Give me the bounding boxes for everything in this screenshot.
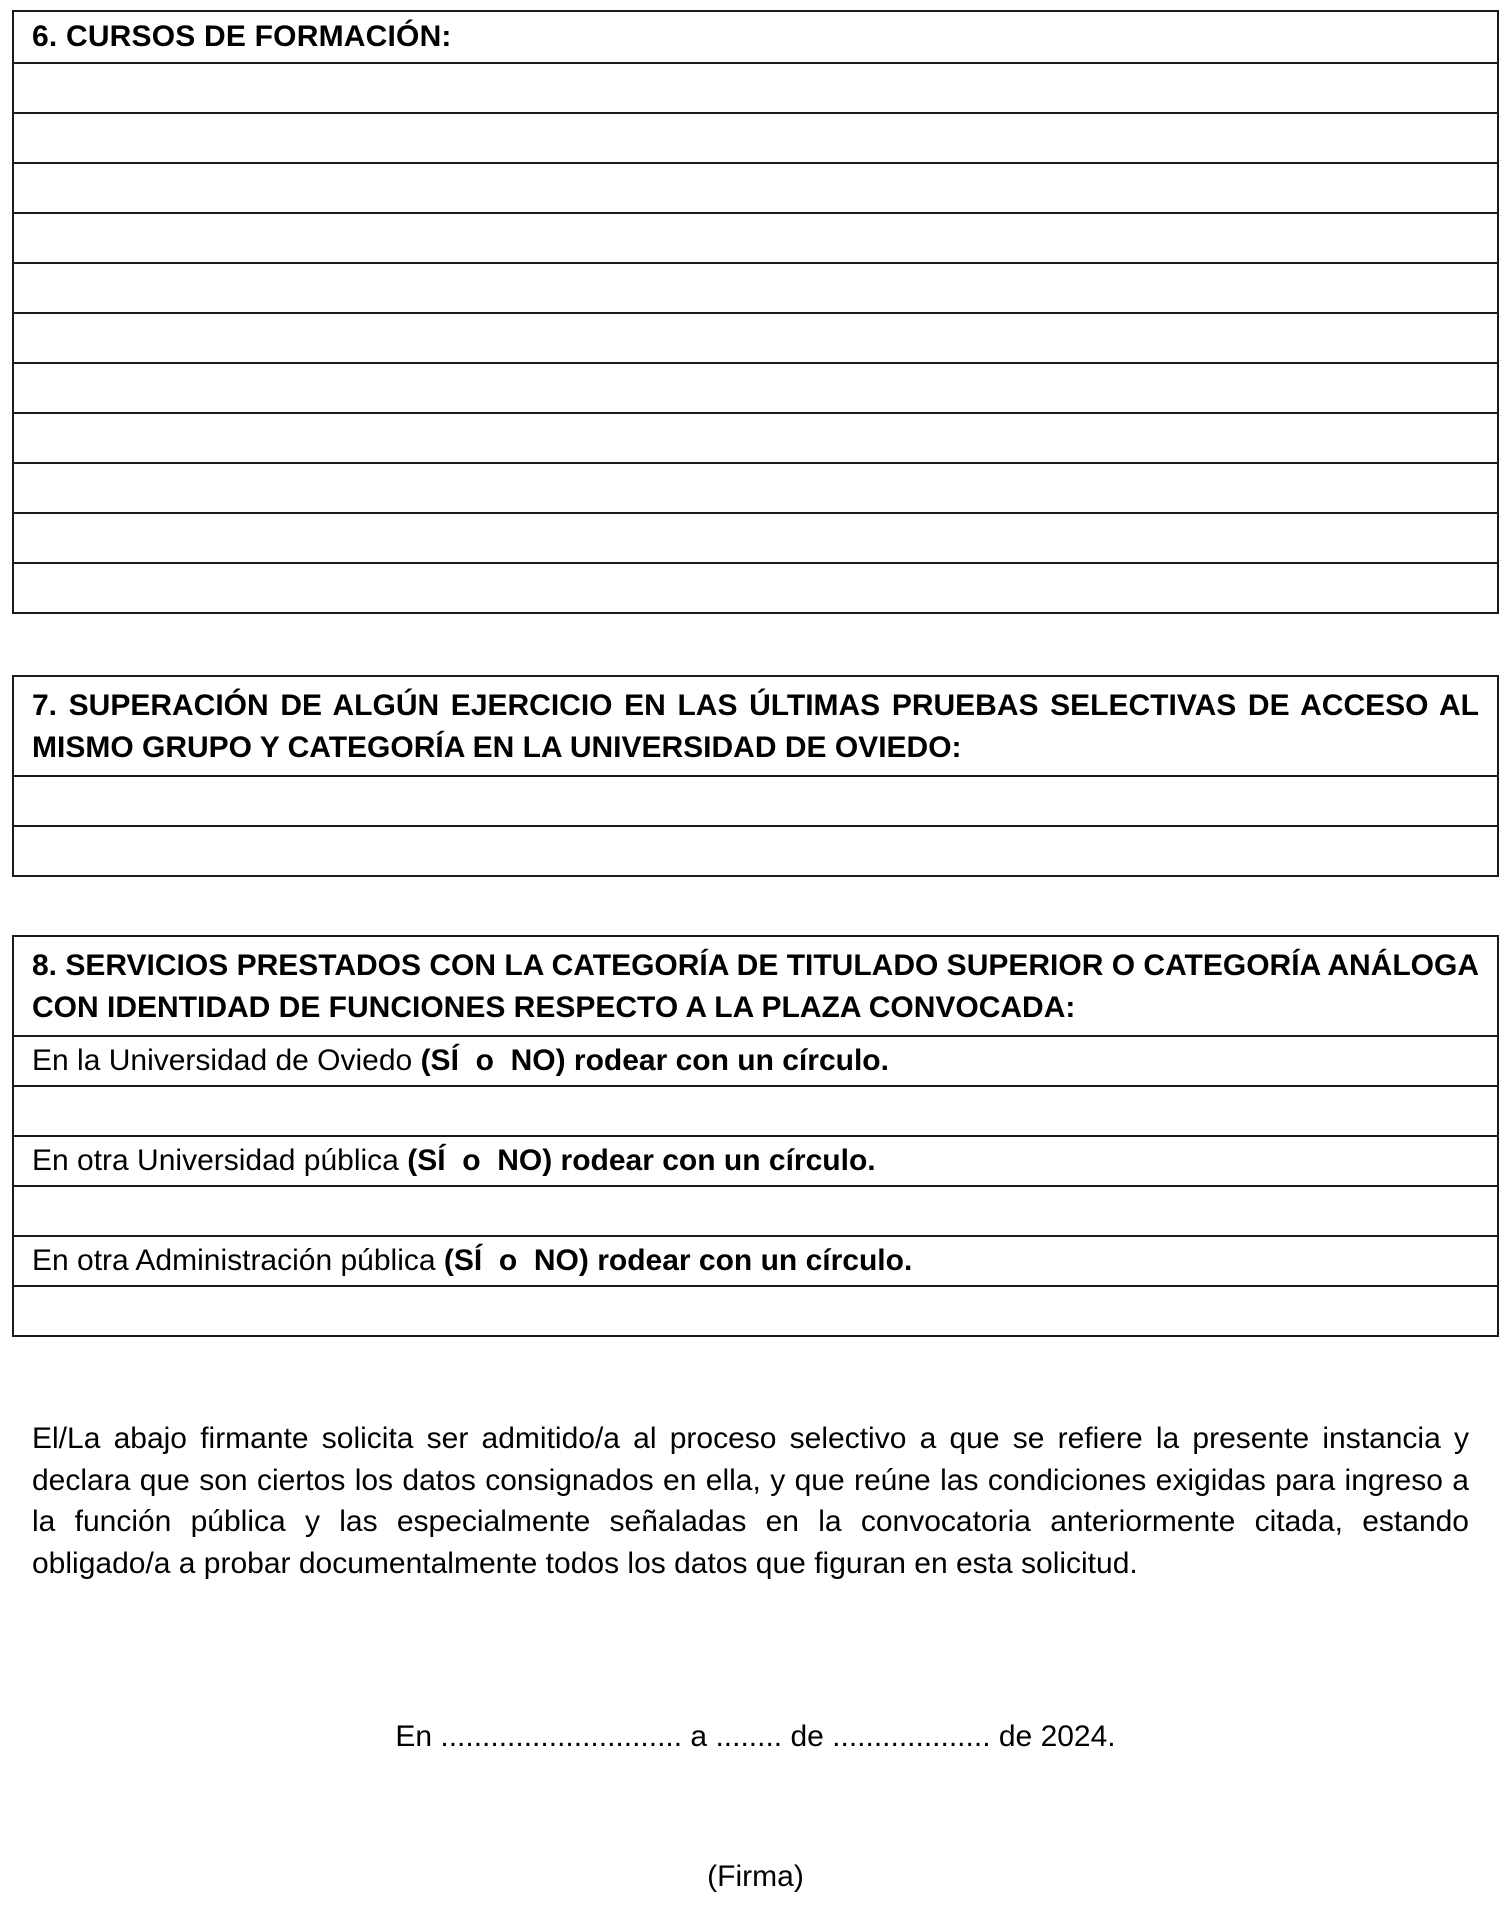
form-line-field[interactable] — [14, 462, 1497, 512]
form-line-field[interactable] — [14, 212, 1497, 262]
servicios-otra-universidad-row[interactable] — [14, 1135, 1497, 1185]
section-7-title: 7. SUPERACIÓN DE ALGÚN EJERCICIO EN LAS ÚLTIMAS PRUEBAS SELECTIVAS DE ACCESO AL MISMO GRUPO Y CATEGORÍA EN LA UNIVERSIDAD DE OVIEDO: — [32, 689, 1479, 764]
date-line[interactable]: En ............................. a ........ de ................... de 2024. — [395, 1720, 1116, 1753]
form-line-field[interactable] — [14, 1285, 1497, 1335]
si-no-choice[interactable]: (SÍ o NO) rodear con un círculo. — [407, 1144, 876, 1177]
si-no-choice[interactable]: (SÍ o NO) rodear con un círculo. — [420, 1044, 889, 1077]
section-6-title: 6. CURSOS DE FORMACIÓN: — [32, 20, 452, 53]
declaration-paragraph: El/La abajo firmante solicita ser admitido/a al proceso selectivo a que se refiere la presente instancia y declara que son ciertos los datos consignados en ella, y que reúne las condiciones exigidas para ingreso a la función pública y las especialmente señaladas en la convocatoria anteriormente citada, estando obligado/a a probar documentalmente todos los datos que figuran en esta solicitud. — [32, 1422, 1469, 1580]
section-8-title: 8. SERVICIOS PRESTADOS CON LA CATEGORÍA DE TITULADO SUPERIOR O CATEGORÍA ANÁLOGA CON IDENTIDAD DE FUNCIONES RESPECTO A LA PLAZA CONVOCADA: — [32, 949, 1479, 1024]
form-line-field[interactable] — [14, 1085, 1497, 1135]
servicios-otra-universidad-label: En otra Universidad pública — [32, 1144, 408, 1177]
si-no-choice[interactable]: (SÍ o NO) rodear con un círculo. — [443, 1244, 913, 1277]
servicios-oviedo-label: En la Universidad de Oviedo — [32, 1044, 421, 1077]
signature-label: (Firma) — [707, 1860, 804, 1893]
servicios-otra-administracion-row[interactable] — [14, 1235, 1497, 1285]
form-line-field[interactable] — [14, 775, 1497, 825]
servicios-otra-administracion-label: En otra Administración pública — [32, 1244, 444, 1277]
form-line-field[interactable] — [14, 162, 1497, 212]
form-line-field[interactable] — [14, 512, 1497, 562]
form-line-field[interactable] — [14, 112, 1497, 162]
form-line-field[interactable] — [14, 412, 1497, 462]
section-cursos-formacion — [12, 10, 1499, 614]
form-line-field[interactable] — [14, 312, 1497, 362]
section-servicios-prestados — [12, 935, 1499, 1337]
form-line-field[interactable] — [14, 362, 1497, 412]
servicios-oviedo-row[interactable] — [14, 1035, 1497, 1085]
form-line-field[interactable] — [14, 262, 1497, 312]
form-line-field[interactable] — [14, 1185, 1497, 1235]
section-superacion-ejercicio — [12, 675, 1499, 877]
form-line-field[interactable] — [14, 62, 1497, 112]
form-line-field[interactable] — [14, 562, 1497, 612]
form-line-field[interactable] — [14, 825, 1497, 875]
